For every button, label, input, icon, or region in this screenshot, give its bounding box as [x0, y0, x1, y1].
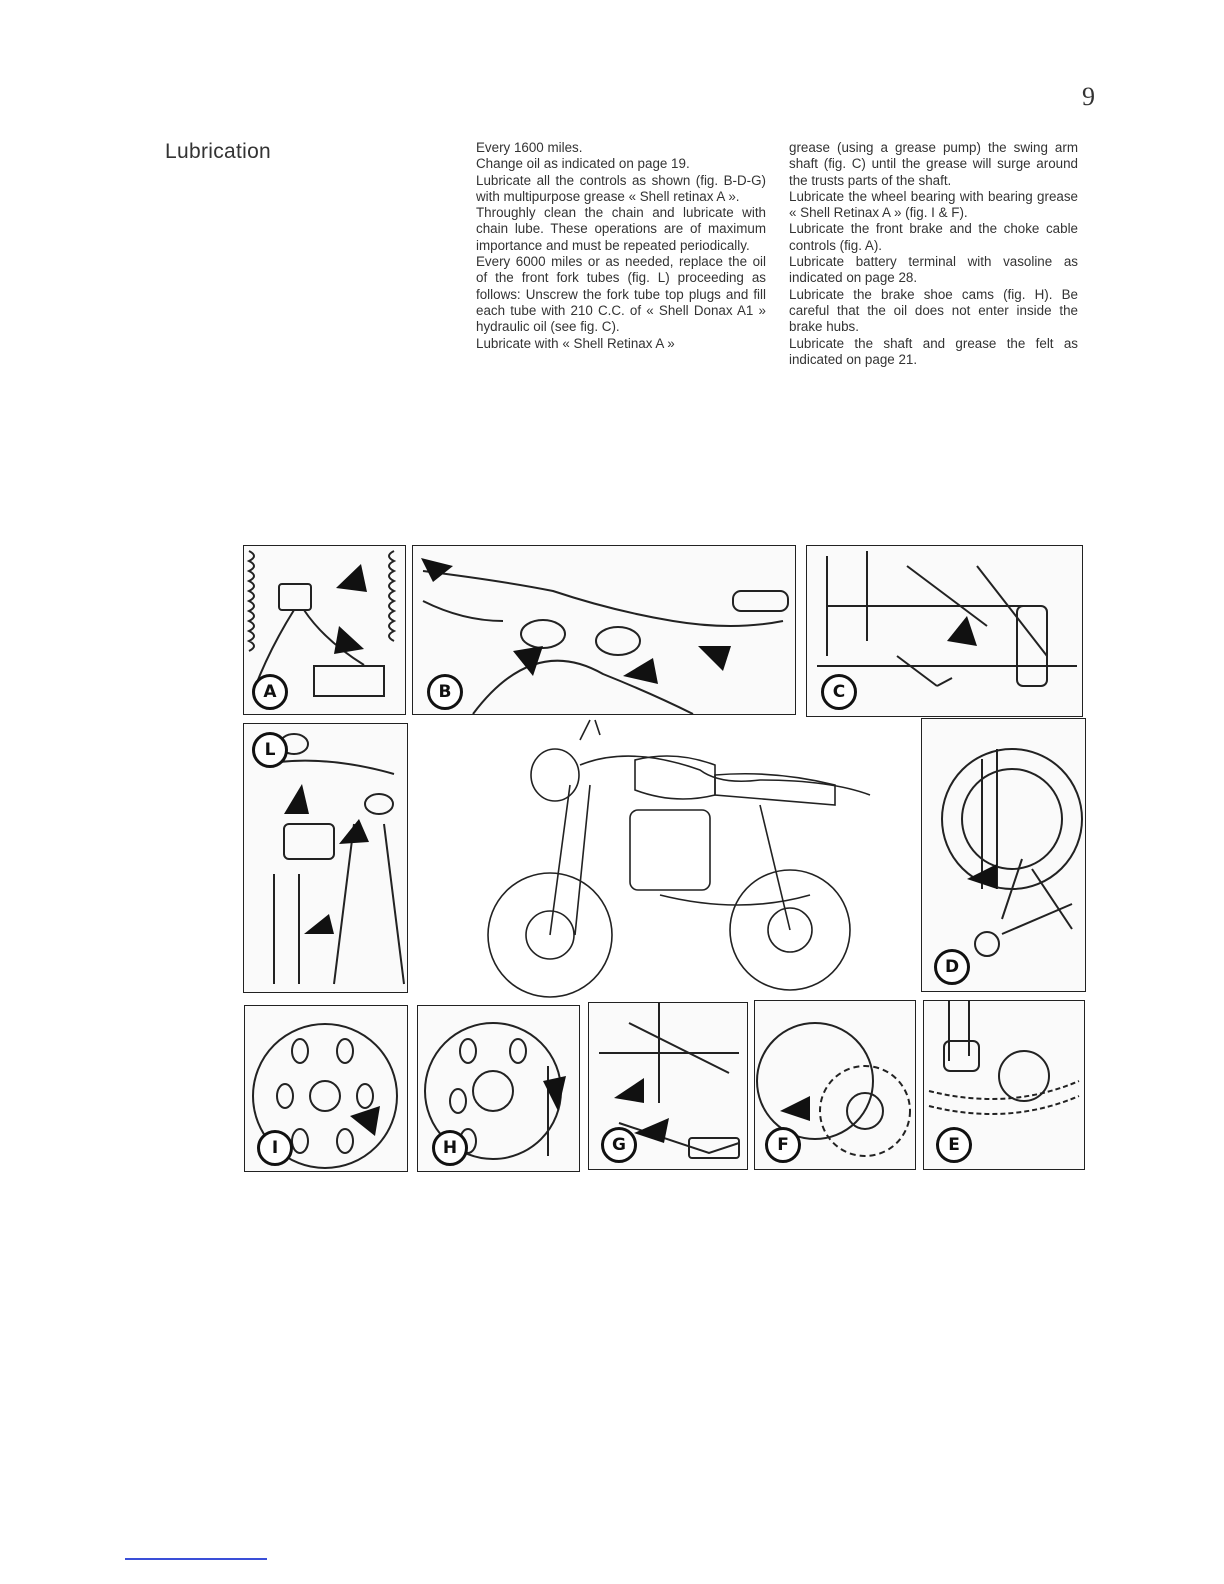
figure-label-i: I [257, 1130, 293, 1166]
paragraph: Lubricate the wheel bearing with bearing grease « Shell Retinax A » (fig. I & F). [789, 188, 1078, 221]
figure-label-d: D [934, 949, 970, 985]
figure-c-panel [806, 545, 1083, 717]
figure-g-panel [588, 1002, 748, 1170]
motorcycle-illustration [460, 715, 910, 1005]
figure-label-f: F [765, 1127, 801, 1163]
page-number: 9 [1082, 82, 1095, 111]
figure-l-panel [243, 723, 408, 993]
figure-h-panel [417, 1005, 580, 1172]
figure-i-panel [244, 1005, 408, 1172]
paragraph: grease (using a grease pump) the swing arm shaft (fig. C) until the grease will surge around the trusts parts of the shaft. [789, 140, 1078, 188]
figure-label-h: H [432, 1130, 468, 1166]
figure-f-panel [754, 1000, 916, 1170]
figure-label-e: E [936, 1127, 972, 1163]
paragraph: Change oil as indicated on page 19. [476, 156, 690, 172]
paragraph: Every 1600 miles. [476, 140, 583, 155]
paragraph: Lubricate the front brake and the choke cable controls (fig. A). [789, 221, 1078, 253]
figure-label-c: C [821, 674, 857, 710]
text-column-right [789, 140, 1078, 368]
paragraph: Lubricate all the controls as shown (fig. B-D-G) with multipurpose grease « Shell retinax A ». [476, 172, 766, 204]
figure-b-panel [412, 545, 796, 715]
figure-label-b: B [427, 674, 463, 710]
paragraph: Throughly clean the chain and lubricate with chain lube. These operations are of maximum importance and must be repeated periodically. [476, 205, 766, 253]
paragraph: Lubricate the brake shoe cams (fig. H). Be careful that the oil does not enter inside the brake hubs. [789, 286, 1078, 335]
figure-b-illustration [413, 546, 795, 714]
paragraph: Lubricate battery terminal with vasoline as indicated on page 28. [789, 254, 1078, 286]
figure-e-panel [923, 1000, 1085, 1170]
paragraph: Every 6000 miles or as needed, replace the oil of the front fork tubes (fig. L) proceeding as follows: Unscrew the fork tube top plugs and fill each tube with 210 C.C. of « Shell Donax A1 » hydraulic oil (see fig. C). [476, 254, 766, 335]
figure-label-l: L [252, 732, 288, 768]
text-column-left [476, 140, 766, 352]
figure-label-g: G [601, 1127, 637, 1163]
figure-label-a: A [252, 674, 288, 710]
paragraph: Lubricate with « Shell Retinax A » [476, 335, 675, 351]
footer-rule [125, 1558, 267, 1560]
figure-d-panel [921, 718, 1086, 992]
figure-a-panel [243, 545, 406, 715]
section-title: Lubrication [165, 140, 272, 163]
paragraph: Lubricate the shaft and grease the felt as indicated on page 21. [789, 335, 1078, 367]
